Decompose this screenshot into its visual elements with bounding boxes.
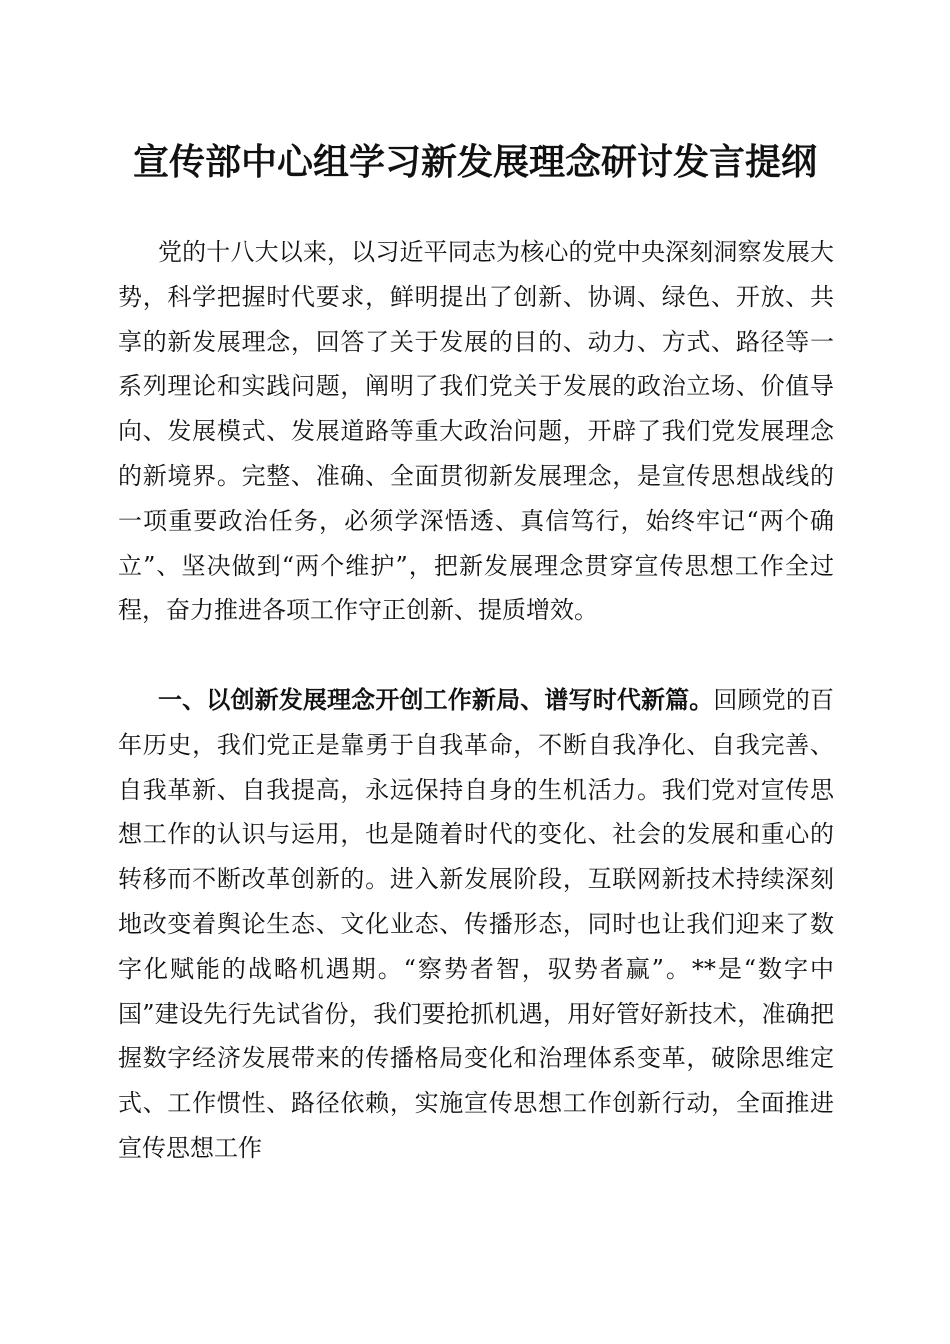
paragraph-2-text: 回顾党的百年历史，我们党正是靠勇于自我革命，不断自我净化、自我完善、自我革新、自我提高，永远保持自身的生机活力。我们党对宣传思想工作的认识与运用，也是随着时代的变化、社会的发展和重心的转移而不断改革创新的。进入新发展阶段，互联网新技术持续深刻地改变着舆论生态、文化业态、传播形态，同时也让我们迎来了数字化赋能的战略机遇期。“察势者智，驭势者赢”。**是“数字中国”建设先行先试省份，我们要抢抓机遇，用好管好新技术，准确把握数字经济发展带来的传播格局变化和治理体系变革，破除思维定式、工作惯性、路径依赖，实施宣传思想工作创新行动，全面推进宣传思想工作 [118, 686, 834, 1162]
paragraph-1-text: 党的十八大以来，以习近平同志为核心的党中央深刻洞察发展大势，科学把握时代要求，鲜明提出了创新、协调、绿色、开放、共享的新发展理念，回答了关于发展的目的、动力、方式、路径等一系列理论和实践问题，阐明了我们党关于发展的政治立场、价值导向、发展模式、发展道路等重大政治问题，开辟了我们党发展理念的新境界。完整、准确、全面贯彻新发展理念，是宣传思想战线的一项重要政治任务，必须学深悟透、真信笃行，始终牢记“两个确立”、坚决做到“两个维护”，把新发展理念贯穿宣传思想工作全过程，奋力推进各项工作守正创新、提质增效。 [118, 238, 834, 625]
section-heading: 一、以创新发展理念开创工作新局、谱写时代新篇。 [158, 686, 714, 714]
paragraph-2 [118, 678, 834, 1171]
paragraph-2-text-block [118, 678, 834, 1171]
paragraph-1 [118, 230, 834, 633]
document-title: 宣传部中心组学习新发展理念研讨发言提纲 [132, 141, 817, 183]
